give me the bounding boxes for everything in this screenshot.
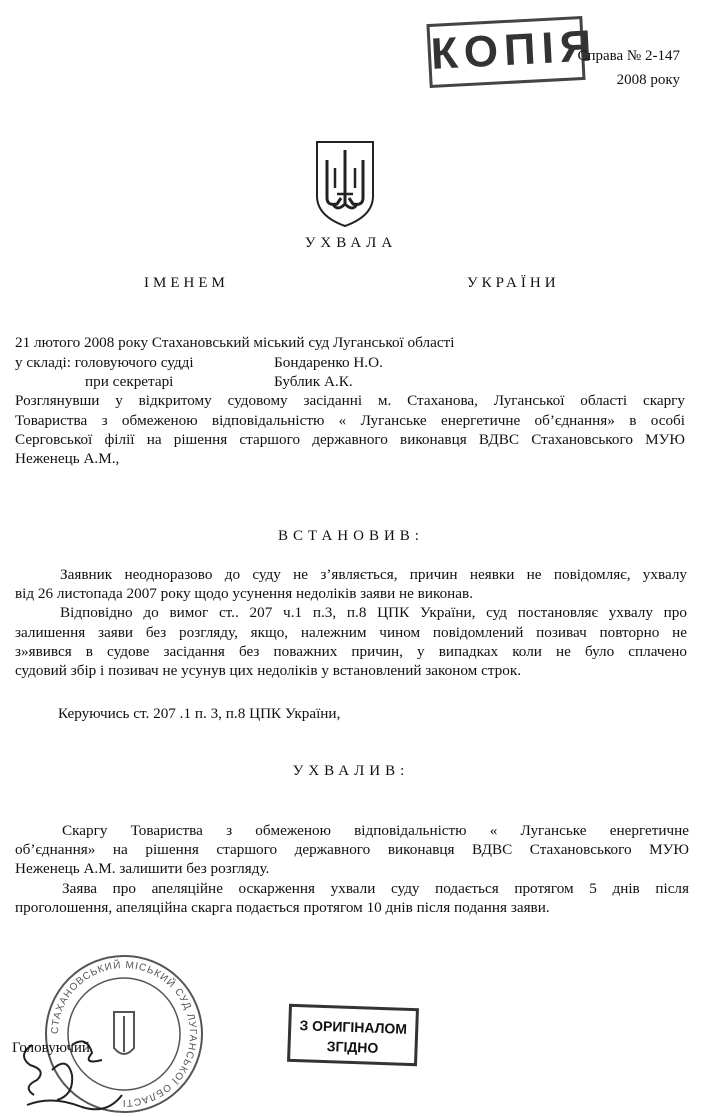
svg-text:СТАХАНОВСЬКИЙ МІСЬКИЙ СУД ЛУГА: СТАХАНОВСЬКИЙ МІСЬКИЙ СУД ЛУГАНСЬКОЇ ОБЛАСТІ — [49, 959, 199, 1109]
decided-heading: УХВАЛИВ: — [292, 763, 410, 779]
established-line: Заявник неодноразово до суду не з’являється, причин неявки не повідомляє, ухвалу — [60, 566, 687, 583]
intro-paragraph-line: Неженець А.М., — [15, 450, 120, 467]
secretary-label: при секретарі — [85, 373, 174, 390]
decided-line: Скаргу Товариства з обмеженою відповідальністю « Луганське енергетичне — [62, 822, 689, 839]
country: УКРАЇНИ — [467, 275, 560, 291]
established-line: Відповідно до вимог ст.. 207 ч.1 п.3, п.8 ЦПК України, суд постановляє ухвалу про — [60, 604, 687, 621]
stamp-line: ЗГІДНО — [326, 1038, 379, 1056]
document-type: УХВАЛА — [304, 235, 398, 251]
established-line: від 26 листопада 2007 року щодо усунення недоліків заяви не виконав. — [15, 585, 474, 602]
established-line: з»явився в судове засідання без поважних причин, у випадках коли не було сплачено — [15, 643, 687, 660]
established-heading: ВСТАНОВИВ: — [278, 528, 424, 544]
case-year: 2008 року — [616, 72, 680, 88]
copy-stamp: КОПІЯ — [426, 16, 585, 88]
stamp-line: З ОРИГІНАЛОМ — [299, 1017, 408, 1037]
presiding-label: Головуючий — [12, 1040, 90, 1056]
intro-line: 21 лютого 2008 року Стахановський міський суд Луганської області — [15, 334, 455, 351]
secretary-name: Бублик А.К. — [274, 373, 353, 390]
original-conformity-stamp — [287, 1004, 419, 1067]
composition-label: у складі: головуючого судді — [15, 354, 194, 371]
judge-name: Бондаренко Н.О. — [274, 354, 383, 371]
guided-by: Керуючись ст. 207 .1 п. 3, п.8 ЦПК України, — [58, 705, 341, 722]
signature — [12, 1025, 132, 1115]
established-line: залишення заяви без розгляду, якщо, належним чином повідомлений позивач повторно не — [15, 624, 687, 641]
case-number: Справа № 2-147 — [577, 48, 680, 64]
intro-paragraph-line: Товариства з обмеженою відповідальністю « Луганське енергетичне об’єднання» в особі — [15, 412, 685, 429]
intro-paragraph-line: Серговської філії на рішення старшого державного виконавця ВДВС Стахановського МУЮ — [15, 431, 685, 448]
decided-line: об’єднання» на рішення старшого державного виконавця ВДВС Стахановського МУЮ — [15, 841, 689, 858]
decided-line: Заява про апеляційне оскарження ухвали суду подається протягом 5 днів після — [62, 880, 689, 897]
established-line: судовий збір і позивач не усунув цих недоліків у встановлений законом строк. — [15, 662, 522, 679]
coat-of-arms-icon — [313, 138, 377, 228]
decided-line: проголошення, апеляційна скарга подається протягом 10 днів після подання заяви. — [15, 899, 550, 916]
decided-line: Неженець А.М. залишити без розгляду. — [15, 860, 270, 877]
intro-paragraph-line: Розглянувши у відкритому судовому засіданні м. Стаханова, Луганської області скаргу — [15, 392, 685, 409]
in-name-of: ІМЕНЕМ — [144, 275, 229, 291]
